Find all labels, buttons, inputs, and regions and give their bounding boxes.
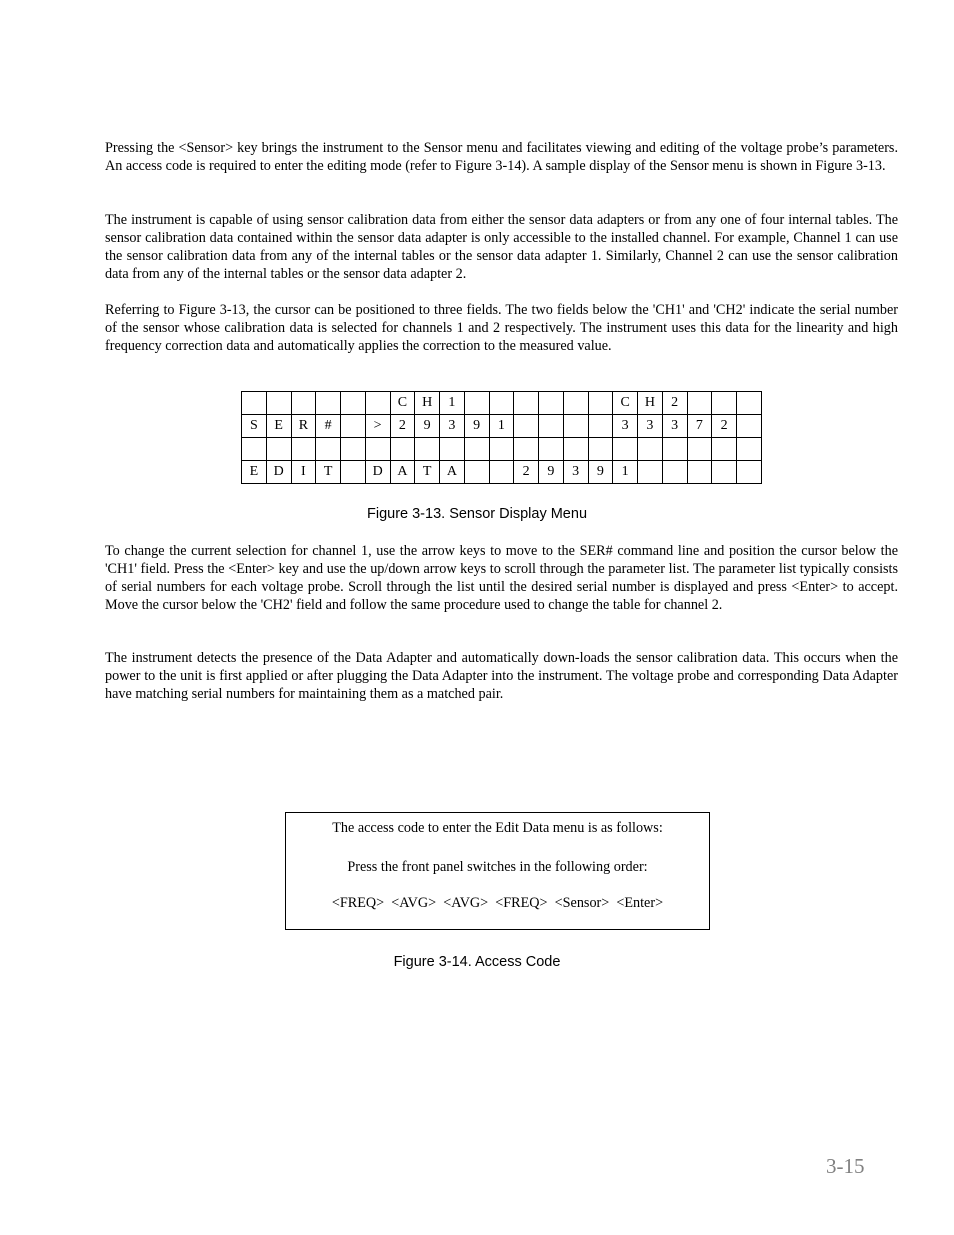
display-row	[242, 415, 762, 438]
display-cell: 3	[440, 415, 465, 438]
access-code-sequence: <FREQ> <AVG> <AVG> <FREQ> <Sensor> <Enter>	[331, 895, 664, 911]
display-cell: E	[266, 415, 291, 438]
figure-3-13-caption: Figure 3-13. Sensor Display Menu	[366, 506, 588, 522]
display-cell: 3	[613, 415, 638, 438]
display-cell	[489, 461, 514, 484]
display-cell: 7	[687, 415, 712, 438]
display-cell	[514, 438, 539, 461]
display-cell	[737, 392, 762, 415]
display-cell	[563, 392, 588, 415]
display-cell	[291, 438, 316, 461]
display-cell: 1	[613, 461, 638, 484]
display-cell	[365, 438, 390, 461]
display-cell	[737, 415, 762, 438]
display-cell	[341, 438, 366, 461]
display-cell	[712, 438, 737, 461]
calibration-sources-paragraph: The instrument is capable of using sensor calibration data from either the sensor data adapters or from any one of four internal tables. The sensor calibration data contained within the sensor data adapter is only accessible to the installed channel. For example, Channel 1 can use the sensor calibration data from any of the internal tables or the sensor data adapter 1. Similarly, Channel 2 can use the sensor calibration data from any of the internal tables or the sensor data adapter 2.	[105, 212, 898, 282]
display-cell	[662, 461, 687, 484]
display-cell: 9	[588, 461, 613, 484]
display-cell	[563, 415, 588, 438]
display-cell: 3	[563, 461, 588, 484]
display-cell: 9	[539, 461, 564, 484]
display-cell	[662, 438, 687, 461]
display-cell: T	[316, 461, 341, 484]
display-cell: C	[390, 392, 415, 415]
display-cell	[464, 392, 489, 415]
display-cell	[563, 438, 588, 461]
display-cell	[390, 438, 415, 461]
display-cell	[291, 392, 316, 415]
display-cell: C	[613, 392, 638, 415]
display-cell	[687, 392, 712, 415]
display-cell: 2	[712, 415, 737, 438]
figure-3-14-caption: Figure 3-14. Access Code	[393, 954, 561, 970]
display-cell	[341, 392, 366, 415]
display-cell: S	[242, 415, 267, 438]
display-cell	[737, 461, 762, 484]
display-cell	[242, 392, 267, 415]
display-cell	[638, 461, 663, 484]
display-cell	[489, 392, 514, 415]
display-cell: 2	[390, 415, 415, 438]
display-cell	[440, 438, 465, 461]
change-selection-paragraph: To change the current selection for channel 1, use the arrow keys to move to the SER# command line and position the cursor below the 'CH1' field. Press the <Enter> key and use the up/down arrow keys to scroll through the parameter list. The parameter list typically consists of serial numbers for each voltage probe. Scroll through the list until the desired serial number is displayed and press <Enter> to accept. Move the cursor below the 'CH2' field and follow the same procedure used to change the table for channel 2.	[105, 543, 898, 613]
display-cell: H	[415, 392, 440, 415]
display-cell: D	[266, 461, 291, 484]
display-cell: I	[291, 461, 316, 484]
display-cell: A	[440, 461, 465, 484]
display-cell: D	[365, 461, 390, 484]
display-cell: >	[365, 415, 390, 438]
display-cell	[712, 392, 737, 415]
access-code-intro: The access code to enter the Edit Data menu is as follows:	[332, 820, 663, 836]
display-cell	[341, 461, 366, 484]
display-cell	[613, 438, 638, 461]
display-row	[242, 461, 762, 484]
display-cell	[737, 438, 762, 461]
access-code-box	[285, 812, 710, 930]
display-cell	[588, 392, 613, 415]
display-cell	[365, 392, 390, 415]
display-cell	[464, 461, 489, 484]
display-cell: A	[390, 461, 415, 484]
page-number: 3-15	[826, 1154, 865, 1178]
display-cell	[539, 438, 564, 461]
display-cell: 3	[662, 415, 687, 438]
display-cell	[316, 438, 341, 461]
display-cell	[588, 415, 613, 438]
display-cell	[242, 438, 267, 461]
display-cell: 1	[489, 415, 514, 438]
display-cell: H	[638, 392, 663, 415]
display-cell: 2	[662, 392, 687, 415]
display-cell	[638, 438, 663, 461]
display-cell	[266, 438, 291, 461]
display-cell	[539, 392, 564, 415]
access-code-instruction: Press the front panel switches in the following order:	[347, 859, 648, 875]
display-cell: 3	[638, 415, 663, 438]
display-cell: #	[316, 415, 341, 438]
display-cell	[266, 392, 291, 415]
display-cell: E	[242, 461, 267, 484]
display-cell: 2	[514, 461, 539, 484]
display-cell: 9	[415, 415, 440, 438]
cursor-fields-paragraph: Referring to Figure 3-13, the cursor can be positioned to three fields. The two fields below the 'CH1' and 'CH2' indicate the serial number of the sensor whose calibration data is selected for channels 1 and 2 respectively. The instrument uses this data for the linearity and high frequency correction data and automatically applies the correction to the measured value.	[105, 302, 898, 354]
data-adapter-paragraph: The instrument detects the presence of the Data Adapter and automatically down-loads the sensor calibration data. This occurs when the power to the unit is first applied or after plugging the Data Adapter into the instrument. The voltage probe and corresponding Data Adapter have matching serial numbers for maintaining them as a matched pair.	[105, 650, 898, 702]
display-row	[242, 392, 762, 415]
display-cell	[514, 392, 539, 415]
display-cell	[588, 438, 613, 461]
display-cell: T	[415, 461, 440, 484]
display-cell: R	[291, 415, 316, 438]
display-cell: 9	[464, 415, 489, 438]
display-cell	[712, 461, 737, 484]
display-cell	[341, 415, 366, 438]
display-cell	[687, 438, 712, 461]
display-cell	[489, 438, 514, 461]
display-cell	[464, 438, 489, 461]
display-cell	[316, 392, 341, 415]
display-cell	[687, 461, 712, 484]
display-cell: 1	[440, 392, 465, 415]
display-cell	[514, 415, 539, 438]
display-row	[242, 438, 762, 461]
sensor-display-menu-figure	[241, 391, 762, 484]
display-cell	[415, 438, 440, 461]
display-cell	[539, 415, 564, 438]
sensor-key-paragraph: Pressing the <Sensor> key brings the instrument to the Sensor menu and facilitates viewing and editing of the voltage probe’s parameters. An access code is required to enter the editing mode (refer to Figure 3-14). A sample display of the Sensor menu is shown in Figure 3-13.	[105, 140, 898, 174]
